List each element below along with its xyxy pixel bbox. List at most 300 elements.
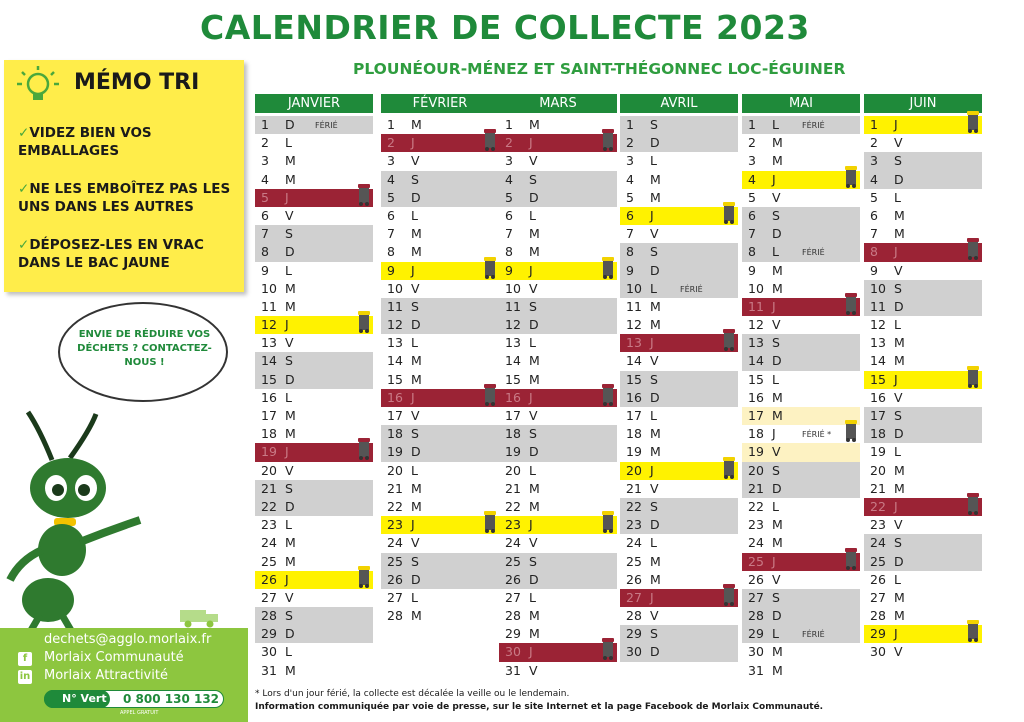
day-row [255, 498, 373, 516]
day-row [499, 407, 617, 425]
day-of-week: S [894, 153, 902, 169]
day-number: 15 [626, 371, 642, 387]
day-number: 26 [505, 571, 521, 587]
day-row [255, 662, 373, 680]
day-of-week: D [650, 644, 660, 660]
check-icon: ✓ [18, 237, 30, 253]
day-of-week: V [285, 589, 294, 605]
day-row [742, 243, 860, 261]
day-number: 5 [261, 189, 269, 205]
day-number: 9 [748, 262, 756, 278]
day-row [255, 207, 373, 225]
day-of-week: V [894, 135, 903, 151]
day-number: 9 [870, 262, 878, 278]
day-of-week: S [894, 280, 902, 296]
day-number: 20 [505, 462, 521, 478]
day-row [620, 189, 738, 207]
day-of-week: L [772, 117, 779, 132]
day-row [255, 443, 373, 461]
day-row [499, 243, 617, 261]
bubble-text: ENVIE DE RÉDUIRE VOS DÉCHETS ? CONTACTEZ-NOUS ! [77, 329, 212, 368]
day-number: 15 [505, 371, 521, 387]
day-number: 23 [387, 517, 403, 533]
day-of-week: S [894, 535, 902, 551]
day-row [742, 189, 860, 207]
day-of-week: D [285, 626, 295, 642]
day-of-week: V [650, 608, 659, 624]
wheelie-bin-icon [844, 420, 858, 442]
day-row [499, 189, 617, 207]
month-column [864, 94, 982, 662]
day-of-week: M [894, 589, 905, 605]
day-row [864, 152, 982, 170]
day-row [255, 116, 373, 134]
day-number: 4 [505, 171, 513, 187]
day-of-week: S [772, 335, 780, 351]
day-number: 30 [870, 644, 886, 660]
day-row [255, 625, 373, 643]
day-row [742, 480, 860, 498]
day-of-week: M [529, 244, 540, 260]
day-number: 31 [748, 662, 764, 678]
day-row [255, 352, 373, 370]
day-number: 12 [261, 317, 277, 333]
day-row [499, 425, 617, 443]
day-row [742, 571, 860, 589]
ferie-label: FÉRIÉ [802, 121, 825, 130]
day-row [864, 425, 982, 443]
day-of-week: V [894, 262, 903, 278]
day-of-week: M [411, 117, 422, 132]
day-number: 12 [626, 317, 642, 333]
day-of-week: S [529, 298, 537, 314]
day-number: 23 [261, 517, 277, 533]
day-of-week: J [285, 444, 289, 460]
day-number: 10 [870, 280, 886, 296]
day-row [499, 516, 617, 534]
day-number: 17 [505, 408, 521, 423]
day-number: 9 [261, 262, 269, 278]
day-number: 25 [387, 553, 403, 569]
day-of-week: L [411, 335, 418, 351]
day-of-week: V [411, 408, 420, 423]
day-of-week: D [894, 171, 904, 187]
appel-gratuit: APPEL GRATUIT [120, 710, 159, 716]
day-of-week: J [285, 571, 289, 587]
day-of-week: M [411, 608, 422, 624]
day-of-week: S [650, 244, 658, 260]
day-row [381, 425, 499, 443]
contact-email[interactable]: dechets@agglo.morlaix.fr [44, 632, 212, 647]
day-row [381, 571, 499, 589]
day-of-week: M [894, 226, 905, 242]
day-number: 3 [261, 153, 269, 169]
day-of-week: L [411, 589, 418, 605]
ant-mascot-illustration [0, 400, 160, 635]
day-of-week: M [650, 553, 661, 569]
day-of-week: M [894, 353, 905, 369]
day-number: 24 [505, 535, 521, 551]
contact-linkedin[interactable]: Morlaix Attractivité [44, 668, 168, 683]
check-icon: ✓ [18, 125, 30, 141]
day-of-week: J [894, 498, 898, 514]
day-row [742, 280, 860, 298]
day-of-week: M [650, 571, 661, 587]
day-number: 16 [748, 389, 764, 405]
day-row [742, 516, 860, 534]
wheelie-bin-icon [844, 166, 858, 188]
day-of-week: M [529, 226, 540, 242]
day-row [742, 207, 860, 225]
day-of-week: J [529, 517, 533, 533]
numero-vert[interactable] [44, 690, 224, 708]
day-of-week: J [650, 589, 654, 605]
day-row [742, 389, 860, 407]
day-number: 11 [261, 298, 277, 314]
day-row [620, 171, 738, 189]
day-number: 18 [387, 426, 403, 442]
day-number: 8 [626, 244, 634, 260]
day-number: 27 [870, 589, 886, 605]
day-number: 9 [505, 262, 513, 278]
day-number: 19 [626, 444, 642, 460]
day-row [381, 262, 499, 280]
day-number: 6 [626, 207, 634, 223]
day-number: 12 [870, 317, 886, 333]
day-row [499, 171, 617, 189]
day-number: 21 [261, 480, 277, 496]
day-number: 4 [626, 171, 634, 187]
day-of-week: L [529, 335, 536, 351]
day-of-week: M [772, 389, 783, 405]
day-of-week: D [411, 189, 421, 205]
day-row [620, 443, 738, 461]
day-row [742, 462, 860, 480]
day-row [381, 589, 499, 607]
day-row [499, 589, 617, 607]
day-number: 14 [505, 353, 521, 369]
wheelie-bin-icon [966, 620, 980, 642]
day-number: 19 [505, 444, 521, 460]
wheelie-bin-icon [483, 384, 497, 406]
day-row [255, 516, 373, 534]
day-number: 15 [261, 371, 277, 387]
day-row [864, 352, 982, 370]
day-number: 16 [387, 389, 403, 405]
day-row [864, 116, 982, 134]
day-number: 24 [870, 535, 886, 551]
day-of-week: V [772, 317, 781, 333]
day-number: 21 [387, 480, 403, 496]
day-of-week: M [772, 662, 783, 678]
day-number: 6 [505, 207, 513, 223]
day-number: 27 [748, 589, 764, 605]
day-of-week: M [772, 408, 783, 423]
day-row [499, 498, 617, 516]
day-of-week: S [411, 426, 419, 442]
day-row [742, 152, 860, 170]
month-header: JANVIER [255, 94, 373, 113]
day-row [864, 334, 982, 352]
day-row [499, 462, 617, 480]
day-number: 30 [505, 644, 521, 660]
day-row [620, 553, 738, 571]
day-number: 30 [261, 644, 277, 660]
day-row [620, 607, 738, 625]
day-number: 17 [261, 408, 277, 423]
day-number: 8 [387, 244, 395, 260]
day-of-week: S [411, 553, 419, 569]
day-number: 9 [387, 262, 395, 278]
month-header: FÉVRIER [381, 94, 499, 113]
page-title: CALENDRIER DE COLLECTE 2023 [200, 8, 810, 47]
day-number: 19 [870, 444, 886, 460]
day-row [499, 316, 617, 334]
page-subtitle: PLOUNÉOUR-MÉNEZ ET SAINT-THÉGONNEC LOC-ÉGUINER [353, 60, 846, 78]
day-number: 5 [387, 189, 395, 205]
day-number: 4 [261, 171, 269, 187]
day-number: 3 [387, 153, 395, 169]
day-row [255, 589, 373, 607]
day-of-week: V [529, 280, 538, 296]
day-number: 17 [748, 408, 764, 423]
day-of-week: V [772, 444, 781, 460]
day-number: 2 [748, 135, 756, 151]
facebook-icon: f [18, 652, 32, 666]
day-number: 17 [387, 408, 403, 423]
wheelie-bin-icon [357, 438, 371, 460]
day-of-week: J [650, 207, 654, 223]
contact-facebook[interactable]: Morlaix Communauté [44, 650, 184, 665]
day-row [255, 607, 373, 625]
day-row [742, 425, 860, 443]
day-number: 19 [748, 444, 764, 460]
day-row [499, 280, 617, 298]
day-number: 16 [626, 389, 642, 405]
day-row [620, 571, 738, 589]
day-of-week: V [285, 462, 294, 478]
month-header: MARS [499, 94, 617, 113]
day-row [499, 334, 617, 352]
day-row [499, 371, 617, 389]
recycling-truck-icon [178, 604, 222, 628]
day-of-week: S [650, 117, 658, 132]
day-number: 30 [626, 644, 642, 660]
day-number: 7 [748, 226, 756, 242]
day-number: 8 [748, 244, 756, 260]
day-of-week: J [529, 135, 533, 151]
day-row [864, 280, 982, 298]
day-of-week: V [285, 335, 294, 351]
day-number: 21 [505, 480, 521, 496]
day-number: 20 [261, 462, 277, 478]
day-number: 25 [261, 553, 277, 569]
day-number: 23 [748, 517, 764, 533]
day-of-week: D [650, 135, 660, 151]
day-row [255, 152, 373, 170]
day-row [620, 425, 738, 443]
day-number: 24 [626, 535, 642, 551]
day-row [381, 152, 499, 170]
day-row [255, 462, 373, 480]
day-of-week: V [411, 535, 420, 551]
day-number: 22 [505, 498, 521, 514]
day-number: 13 [626, 335, 642, 351]
month-column [499, 94, 617, 680]
day-row [864, 389, 982, 407]
day-row [620, 243, 738, 261]
day-of-week: D [411, 444, 421, 460]
day-number: 4 [387, 171, 395, 187]
day-of-week: M [529, 117, 540, 132]
day-of-week: J [285, 189, 289, 205]
day-row [742, 662, 860, 680]
day-row [864, 134, 982, 152]
day-row [255, 425, 373, 443]
day-row [742, 607, 860, 625]
day-number: 4 [748, 171, 756, 187]
day-row [381, 462, 499, 480]
day-number: 29 [261, 626, 277, 642]
day-of-week: V [894, 389, 903, 405]
day-of-week: D [894, 298, 904, 314]
day-of-week: S [529, 553, 537, 569]
day-number: 2 [870, 135, 878, 151]
day-number: 26 [748, 571, 764, 587]
day-row [499, 262, 617, 280]
day-row [381, 407, 499, 425]
month-column [742, 94, 860, 680]
day-row [620, 207, 738, 225]
wheelie-bin-icon [966, 366, 980, 388]
day-row [742, 316, 860, 334]
day-of-week: L [650, 408, 657, 423]
day-of-week: J [285, 317, 289, 333]
day-row [255, 262, 373, 280]
day-row [742, 643, 860, 661]
day-of-week: M [650, 426, 661, 442]
day-number: 20 [748, 462, 764, 478]
day-number: 2 [505, 135, 513, 151]
memo-item-3: ✓DÉPOSEZ-LES EN VRAC DANS LE BAC JAUNE [18, 237, 204, 271]
day-of-week: M [650, 298, 661, 314]
day-row [620, 116, 738, 134]
day-of-week: D [650, 262, 660, 278]
day-of-week: S [772, 207, 780, 223]
day-of-week: D [529, 571, 539, 587]
day-row [381, 480, 499, 498]
day-row [742, 498, 860, 516]
day-row [620, 643, 738, 661]
day-row [742, 262, 860, 280]
day-row [381, 352, 499, 370]
day-row [381, 516, 499, 534]
day-of-week: J [772, 553, 776, 569]
day-number: 1 [626, 117, 634, 132]
day-row [499, 662, 617, 680]
day-number: 3 [505, 153, 513, 169]
day-row [864, 480, 982, 498]
day-row [381, 298, 499, 316]
day-of-week: M [529, 353, 540, 369]
day-row [864, 643, 982, 661]
wheelie-bin-icon [722, 329, 736, 351]
day-row [499, 298, 617, 316]
day-row [255, 225, 373, 243]
day-number: 29 [870, 626, 886, 642]
memo-tri-box [4, 60, 244, 292]
day-number: 8 [261, 244, 269, 260]
wheelie-bin-icon [722, 457, 736, 479]
day-of-week: M [650, 189, 661, 205]
month-column [381, 94, 499, 625]
day-of-week: J [894, 371, 898, 387]
day-row [381, 189, 499, 207]
day-row [864, 625, 982, 643]
day-of-week: V [411, 280, 420, 296]
day-row [381, 171, 499, 189]
day-number: 27 [505, 589, 521, 605]
day-number: 13 [505, 335, 521, 351]
day-row [620, 462, 738, 480]
day-number: 21 [748, 480, 764, 496]
day-of-week: D [285, 244, 295, 260]
day-row [864, 371, 982, 389]
day-of-week: M [894, 207, 905, 223]
day-of-week: V [529, 535, 538, 551]
day-row [864, 407, 982, 425]
day-of-week: S [650, 626, 658, 642]
day-number: 24 [387, 535, 403, 551]
footnote-info: Information communiquée par voie de presse, sur le site Internet et la page Facebook de Morlaix Communauté. [255, 702, 824, 712]
day-number: 12 [387, 317, 403, 333]
day-number: 27 [387, 589, 403, 605]
day-row [499, 352, 617, 370]
day-of-week: M [285, 280, 296, 296]
day-number: 7 [626, 226, 634, 242]
day-number: 6 [870, 207, 878, 223]
day-of-week: M [411, 353, 422, 369]
day-row [499, 480, 617, 498]
day-number: 13 [748, 335, 764, 351]
day-of-week: M [894, 462, 905, 478]
day-of-week: M [285, 298, 296, 314]
day-number: 7 [870, 226, 878, 242]
day-row [499, 534, 617, 552]
wheelie-bin-icon [601, 384, 615, 406]
day-row [620, 225, 738, 243]
wheelie-bin-icon [601, 129, 615, 151]
day-number: 21 [870, 480, 886, 496]
day-of-week: S [650, 371, 658, 387]
month-column [620, 94, 738, 662]
day-number: 23 [505, 517, 521, 533]
wheelie-bin-icon [483, 129, 497, 151]
day-of-week: M [411, 226, 422, 242]
day-of-week: J [411, 135, 415, 151]
day-of-week: L [285, 135, 292, 151]
memo-title: MÉMO TRI [74, 70, 200, 95]
day-row [620, 498, 738, 516]
day-of-week: L [285, 389, 292, 405]
day-row [864, 498, 982, 516]
day-of-week: J [411, 389, 415, 405]
day-row [255, 243, 373, 261]
day-number: 25 [626, 553, 642, 569]
day-of-week: L [285, 262, 292, 278]
day-of-week: M [529, 371, 540, 387]
day-of-week: J [894, 244, 898, 260]
